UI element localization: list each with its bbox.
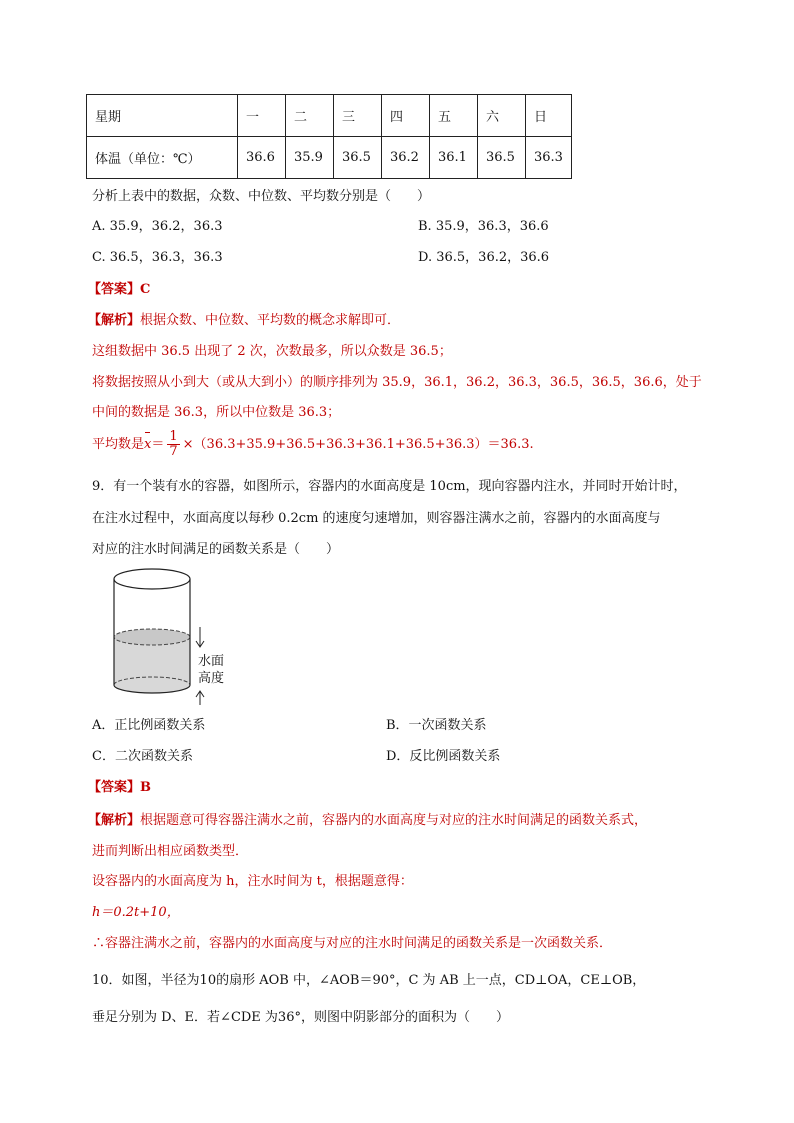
answer-label: 【答案】 [88, 282, 141, 297]
q8-answer [88, 281, 150, 299]
q8-option-d: D. 36.5，36.2，36.6 [418, 250, 550, 265]
analysis-text: 根据众数、中位数、平均数的概念求解即可． [140, 313, 401, 328]
analysis-label: 【解析】 [88, 813, 141, 828]
q10-stem-line-1: 10．如图，半径为10的扇形 AOB 中，∠AOB＝90°，C 为 AB 上一点，CD⊥OA，CE⊥OB， [92, 973, 646, 988]
q9-option-d: D．反比例函数关系 [386, 749, 501, 764]
q8-option-c: C. 36.5，36.3，36.3 [92, 250, 223, 265]
mean-prefix: 平均数是 [92, 437, 145, 452]
table-row [87, 137, 572, 179]
day-cell: 六 [478, 95, 526, 137]
q8-option-a: A. 35.9，36.2，36.3 [92, 219, 223, 234]
q8-analysis [88, 312, 400, 330]
q8-solution-line-3: 中间的数据是 36.3，所以中位数是 36.3； [92, 405, 341, 420]
day-cell: 日 [526, 95, 572, 137]
temp-cell: 36.3 [526, 137, 572, 179]
cylinder-top [114, 569, 190, 589]
mean-symbol: x [144, 431, 151, 459]
q9-equation: h＝0.2t+10， [92, 905, 180, 920]
mean-equals: ＝ [151, 437, 165, 452]
q9-stem-line-3: 对应的注水时间满足的函数关系是（ ） [92, 542, 340, 557]
cylinder-figure [110, 565, 226, 710]
q9-option-b: B．一次函数关系 [386, 718, 487, 733]
q9-answer [88, 779, 151, 797]
table-header-cell: 星期 [87, 95, 238, 137]
figure-label-water: 水面 [198, 654, 225, 669]
cylinder-bottom-front [114, 685, 190, 693]
fraction-numerator: 1 [169, 429, 178, 444]
q9-stem-line-2: 在注水过程中，水面高度以每秒 0.2cm 的速度匀速增加，则容器注满水之前，容器内的水面高度与 [92, 511, 661, 526]
answer-value: B [140, 780, 152, 795]
temp-cell: 36.1 [430, 137, 478, 179]
analysis-label: 【解析】 [88, 313, 141, 328]
day-cell: 五 [430, 95, 478, 137]
q9-set-line: 设容器内的水面高度为 h，注水时间为 t，根据题意得： [92, 874, 413, 889]
temperature-table [86, 94, 572, 179]
q8-solution-line-2: 将数据按照从小到大（或从大到小）的顺序排列为 35.9，36.1，36.2，36.3，36.5，36.5，36.6，处于 [92, 375, 702, 390]
temp-cell: 36.5 [478, 137, 526, 179]
q8-option-b: B. 35.9，36.3，36.6 [418, 219, 549, 234]
temp-cell: 36.5 [334, 137, 382, 179]
q9-option-c: C．二次函数关系 [92, 749, 193, 764]
q8-stem: 分析上表中的数据，众数、中位数、平均数分别是（ ） [92, 189, 431, 204]
day-cell: 二 [286, 95, 334, 137]
q9-stem-line-1: 9．有一个装有水的容器，如图所示，容器内的水面高度是 10cm，现向容器内注水，并同时开始计时， [92, 479, 687, 494]
q9-analysis-line-2: 进而判断出相应函数类型． [92, 844, 249, 859]
table-row [87, 95, 572, 137]
analysis-text: 根据题意可得容器注满水之前，容器内的水面高度与对应的注水时间满足的函数关系式， [140, 813, 648, 828]
cylinder-drawing [110, 565, 226, 710]
q8-mean-formula [92, 430, 534, 459]
q9-conclusion: ∴容器注满水之前，容器内的水面高度与对应的注水时间满足的函数关系是一次函数关系． [92, 936, 613, 951]
day-cell: 一 [238, 95, 286, 137]
fraction [167, 430, 179, 459]
fraction-denominator: 7 [169, 444, 178, 459]
water-surface [114, 629, 190, 645]
day-cell: 四 [382, 95, 430, 137]
q8-solution-line-1: 这组数据中 36.5 出现了 2 次，次数最多，所以众数是 36.5； [92, 344, 452, 359]
answer-value: C [140, 282, 151, 297]
mean-rest: ×（36.3+35.9+36.5+36.3+36.1+36.5+36.3）＝36.3. [182, 437, 534, 452]
q10-stem-line-2: 垂足分别为 D、E．若∠CDE 为36°，则图中阴影部分的面积为（ ） [92, 1010, 509, 1025]
q9-analysis [88, 812, 647, 830]
q9-option-a: A．正比例函数关系 [92, 718, 206, 733]
answer-label: 【答案】 [88, 780, 141, 795]
figure-label-height: 高度 [198, 671, 225, 686]
day-cell: 三 [334, 95, 382, 137]
table-row-label: 体温（单位：℃） [87, 137, 238, 179]
temp-cell: 36.2 [382, 137, 430, 179]
temp-cell: 36.6 [238, 137, 286, 179]
temp-cell: 35.9 [286, 137, 334, 179]
